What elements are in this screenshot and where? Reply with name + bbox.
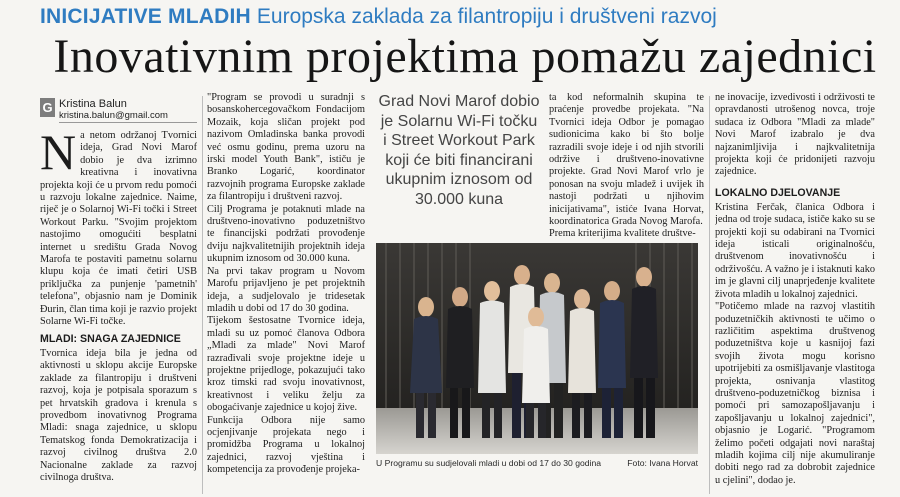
drop-cap: N — [40, 130, 77, 180]
byline-rule — [59, 122, 197, 123]
paragraph: ne inovacije, izvedivosti i održivosti te opravdanosti utrošenog novca, troje sudaca iz Odbora "Mladi za mlade" Novi Marof izabralo je dva najzanimljivija i najkvalitetnija projekta koji će pridonijeti razvoju zajednice. — [715, 92, 875, 178]
section-subtitle: Europska zaklada za filantropiju i društveni razvoj — [256, 5, 717, 28]
paragraph: Prema kriterijima kvalitete društve- — [549, 228, 696, 240]
paragraph: "Potičemo mlade na razvoj vlastitih poduzetničkih aktivnosti te učimo o različitim aspektima društvenog poduzetništva koje u kasnijoj fazi svojih života mogu korisno upotrijebiti za osmišljavanje vlastitoga projekta, osnivanja vlastitog društveno-poduzetničkog biznisa i pomoći pri samozapošljavanju i zapošljavanju u lokalnoj zajednici", objasnio je Logarić. "Programom želimo početi odgajati novi naraštaj mladih kojima cilj nije akumuliranje dobiti nego rad za dobrobit zajednice u cjelini", dodao je. — [715, 301, 875, 486]
subheading-lokalno: LOKALNO DJELOVANJE — [715, 186, 841, 199]
subheading-mladi: MLADI: SNAGA ZAJEDNICE — [40, 333, 181, 345]
author-name: Kristina Balun — [59, 98, 127, 110]
section-mladi — [40, 333, 197, 497]
section-kicker — [40, 4, 890, 30]
publication-logo-icon: G — [40, 98, 55, 117]
column-divider — [709, 96, 710, 494]
column-4 — [715, 92, 875, 497]
article-headline: Inovativnim projektima pomažu zajednici — [53, 30, 877, 83]
section-mladi-text: Tvornica ideja bila je jedna od aktivnosti u sklopu akcije Europske zaklade za filantropiju i društveni razvoj, koja je potpisala sporazum s pet hrvatskih gradova i krenula s provedbom inovativnog Programa Mladi: snaga zajednice, u sklopu Tematskog fonda Demokratizacija i razvoj civilnog društva 2.0 Nacionalne zaklade za razvoj civilnoga društva. — [40, 348, 197, 484]
column-divider — [202, 96, 203, 494]
section-label: INICIJATIVE MLADIH — [40, 5, 251, 28]
paragraph: Tijekom šestosatne Tvornice ideja, mladi su uz pomoć članova Odbora „Mladi za mlade" Novi Marof razrađivali svoje projektne ideje u projektne prijedloge, pokazujući tako kroz timski rad svoju inovativnost, kreativnost i veliku želju za obogaćivanje zajednice u kojoj žive. — [207, 315, 365, 414]
group-photo-illustration — [376, 243, 698, 454]
lead-text: a netom održanoj Tvornici ideja, Grad Novi Marof dobio je dva izrimno kreativna i inovativna projekta koji će u prvom redu pomoći u razvoju lokalne zajednice. Naime, riječ je o Solarnoj Wi-Fi točki i Street Workout Parku. "Svojim projektom nastojimo omogućiti besplatni internet u središtu Grada Novog Marofa te postaviti pametnu solarnu klupu koja će imati četiri USB priključka za punjenje 'pametnih' telefona", objasnio nam je Dominik Đurin, član tima koji je razvio projekt Solarne Wi-Fi točke. — [40, 130, 197, 328]
pull-quote: Grad Novi Marof dobio je Solarnu Wi-Fi točku i Street Workout Park koji će biti financirani ukupnim iznosom od 30.000 kuna — [378, 93, 540, 208]
photo-credit: Foto: Ivana Horvat — [627, 458, 698, 468]
paragraph: Kristina Ferčak, članica Odbora i jedna od troje sudaca, ističe kako su se projekti koji su odabirani na Tvornici ideja isticali originalnošću, društvenom inovativnošću i održivošću. A važno je i istaknuti kako im je glavni cilj unaprjeđenje kvalitete života mladih u lokalnoj zajednici. — [715, 201, 875, 300]
paragraph: Funkcija Odbora nije samo ocjenjivanje projekata nego i promidžba Programa u lokalnoj zajednici, razvoj vještina i kompetencija za provođenje projeka- — [207, 414, 365, 476]
photo-caption — [376, 456, 698, 470]
caption-text: U Programu su sudjelovali mladi u dobi od 17 do 30 godina — [376, 458, 602, 468]
column-2 — [207, 92, 365, 497]
byline — [40, 98, 200, 124]
paragraph: ta kod neformalnih skupina te praćenje provedbe projekata. "Na Tvornici ideja Odbor je pomagao sudionicima kako bi što bolje razradili svoje ideje i od njih stvorili održive i društveno-inovativne projekte. Grad Novi Marof vrlo je ponosan na svoju mladež i uvijek ih nastoji podržati u njihovim inicijativama", istiće Ivana Horvat, koordinatorica Grada Novog Marofa. — [549, 92, 704, 228]
paragraph: "Program se provodi u suradnji s bosanskohercegovačkom Fondacijom Mozaik, koja sličan projekt pod nazivom Omladinska banka provodi već osmu godinu, prema uzoru na irski model Youth Bank", ističu je Branko Logarić, koordinator razvojnih programa Europske zaklade za filantropiju i društveni razvoj. — [207, 92, 365, 203]
paragraph: Na prvi takav program u Novom Marofu prijavljeno je pet projektnih ideja, a sudjelovalo je tridesetak mladih u dobi od 17 do 30 godina. — [207, 265, 365, 314]
paragraph: Cilj Programa je potaknuti mlade na društveno-inovativno poduzetništvo te financijski podržati provođenje dviju najkvalitetnijih projektnih ideja ukupnim iznosom od 30.000 kuna. — [207, 203, 365, 265]
author-email[interactable]: kristina.balun@gmail.com — [59, 110, 168, 121]
lead-paragraph — [40, 130, 197, 330]
group-photo — [376, 243, 698, 454]
column-3 — [549, 92, 704, 242]
